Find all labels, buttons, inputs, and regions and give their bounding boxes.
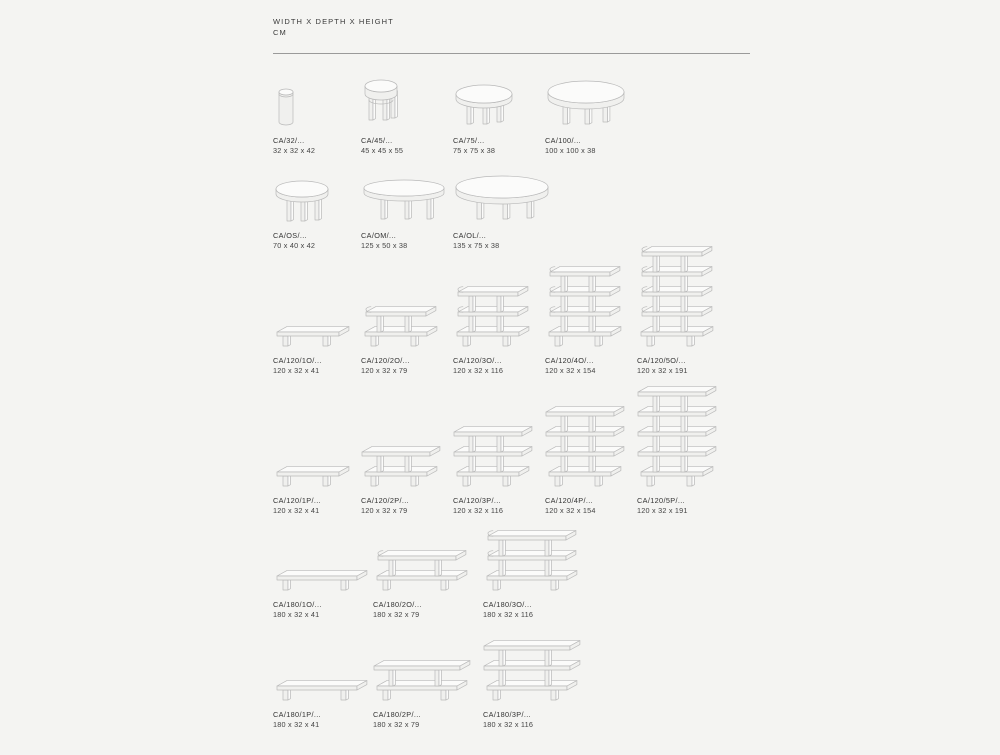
product-code: CA/180/1P/... — [273, 710, 321, 719]
product-code: CA/120/3O/... — [453, 356, 502, 365]
product-drawing-icon — [545, 252, 641, 350]
product-code: CA/120/5P/... — [637, 496, 685, 505]
product-code: CA/120/2O/... — [361, 356, 410, 365]
product-drawing-icon — [483, 532, 579, 594]
product-drawing-icon — [361, 172, 457, 225]
product-drawing-icon — [483, 637, 579, 704]
product-cell[interactable] — [361, 80, 457, 155]
product-drawing-icon — [273, 637, 369, 704]
product-drawing-icon — [273, 252, 369, 350]
product-drawing-icon — [373, 532, 469, 594]
product-labels — [545, 136, 665, 156]
header-dimension-key: WIDTH X DEPTH X HEIGHT — [273, 17, 394, 26]
product-drawing-icon — [637, 252, 733, 350]
product-cell[interactable] — [483, 532, 579, 619]
product-dimensions: 120 x 32 x 191 — [637, 366, 688, 375]
product-cell[interactable] — [483, 637, 579, 729]
product-drawing-icon — [545, 80, 641, 130]
product-drawing-icon — [361, 392, 457, 490]
product-code: CA/180/2P/... — [373, 710, 421, 719]
product-code: CA/120/1O/... — [273, 356, 322, 365]
product-dimensions: 180 x 32 x 79 — [373, 610, 420, 619]
product-labels — [483, 600, 603, 620]
product-dimensions: 180 x 32 x 41 — [273, 720, 320, 729]
product-code: CA/180/1O/... — [273, 600, 322, 609]
product-cell[interactable] — [453, 172, 549, 250]
product-cell[interactable] — [453, 80, 549, 155]
product-dimensions: 75 x 75 x 38 — [453, 146, 496, 155]
product-cell[interactable] — [273, 392, 369, 515]
product-dimensions: 135 x 75 x 38 — [453, 241, 500, 250]
product-dimensions: 120 x 32 x 79 — [361, 366, 408, 375]
product-drawing-icon — [273, 172, 369, 225]
product-cell[interactable] — [545, 80, 641, 155]
product-cell[interactable] — [373, 532, 469, 619]
product-cell[interactable] — [361, 172, 457, 250]
product-dimensions: 120 x 32 x 41 — [273, 366, 320, 375]
product-cell[interactable] — [361, 252, 457, 375]
product-drawing-icon — [361, 80, 457, 130]
product-code: CA/32/... — [273, 136, 305, 145]
product-dimensions: 180 x 32 x 116 — [483, 610, 534, 619]
product-dimensions: 120 x 32 x 154 — [545, 506, 596, 515]
product-dimensions: 120 x 32 x 191 — [637, 506, 688, 515]
product-dimensions: 125 x 50 x 38 — [361, 241, 408, 250]
product-cell[interactable] — [545, 252, 641, 375]
product-drawing-icon — [373, 637, 469, 704]
product-dimensions: 45 x 45 x 55 — [361, 146, 404, 155]
product-drawing-icon — [361, 252, 457, 350]
product-dimensions: 120 x 32 x 116 — [453, 366, 504, 375]
product-code: CA/45/... — [361, 136, 393, 145]
product-code: CA/OS/... — [273, 231, 307, 240]
product-cell[interactable] — [273, 637, 369, 729]
product-dimensions: 32 x 32 x 42 — [273, 146, 316, 155]
product-dimensions: 180 x 32 x 116 — [483, 720, 534, 729]
product-drawing-icon — [273, 80, 369, 130]
product-dimensions: 180 x 32 x 41 — [273, 610, 320, 619]
product-drawing-icon — [273, 532, 369, 594]
product-dimensions: 120 x 32 x 154 — [545, 366, 596, 375]
product-code: CA/120/4O/... — [545, 356, 594, 365]
product-labels — [453, 231, 573, 251]
product-cell[interactable] — [545, 392, 641, 515]
product-code: CA/120/3P/... — [453, 496, 501, 505]
product-cell[interactable] — [361, 392, 457, 515]
product-cell[interactable] — [373, 637, 469, 729]
product-labels — [483, 710, 603, 730]
product-cell[interactable] — [637, 252, 733, 375]
product-cell[interactable] — [637, 392, 733, 515]
product-drawing-icon — [545, 392, 641, 490]
product-dimensions: 120 x 32 x 41 — [273, 506, 320, 515]
product-dimensions: 120 x 32 x 79 — [361, 506, 408, 515]
product-code: CA/OM/... — [361, 231, 397, 240]
product-drawing-icon — [273, 392, 369, 490]
product-dimensions: 120 x 32 x 116 — [453, 506, 504, 515]
product-code: CA/120/4P/... — [545, 496, 593, 505]
product-drawing-icon — [453, 252, 549, 350]
product-dimensions: 100 x 100 x 38 — [545, 146, 596, 155]
product-dimensions: 180 x 32 x 79 — [373, 720, 420, 729]
product-labels — [373, 710, 493, 730]
product-cell[interactable] — [273, 172, 369, 250]
product-drawing-icon — [453, 392, 549, 490]
product-code: CA/180/3O/... — [483, 600, 532, 609]
product-cell[interactable] — [273, 80, 369, 155]
product-labels — [373, 600, 493, 620]
product-drawing-icon — [453, 80, 549, 130]
product-code: CA/120/5O/... — [637, 356, 686, 365]
product-cell[interactable] — [453, 392, 549, 515]
product-code: CA/OL/... — [453, 231, 487, 240]
product-cell[interactable] — [273, 532, 369, 619]
product-labels — [637, 496, 757, 516]
product-code: CA/75/... — [453, 136, 485, 145]
product-cell[interactable] — [273, 252, 369, 375]
product-code: CA/120/2P/... — [361, 496, 409, 505]
product-cell[interactable] — [453, 252, 549, 375]
product-code: CA/180/2O/... — [373, 600, 422, 609]
product-dimensions: 70 x 40 x 42 — [273, 241, 316, 250]
product-drawing-icon — [637, 392, 733, 490]
product-code: CA/100/... — [545, 136, 581, 145]
product-code: CA/180/3P/... — [483, 710, 531, 719]
product-code: CA/120/1P/... — [273, 496, 321, 505]
header-unit: CM — [273, 28, 287, 37]
product-drawing-icon — [453, 172, 549, 225]
